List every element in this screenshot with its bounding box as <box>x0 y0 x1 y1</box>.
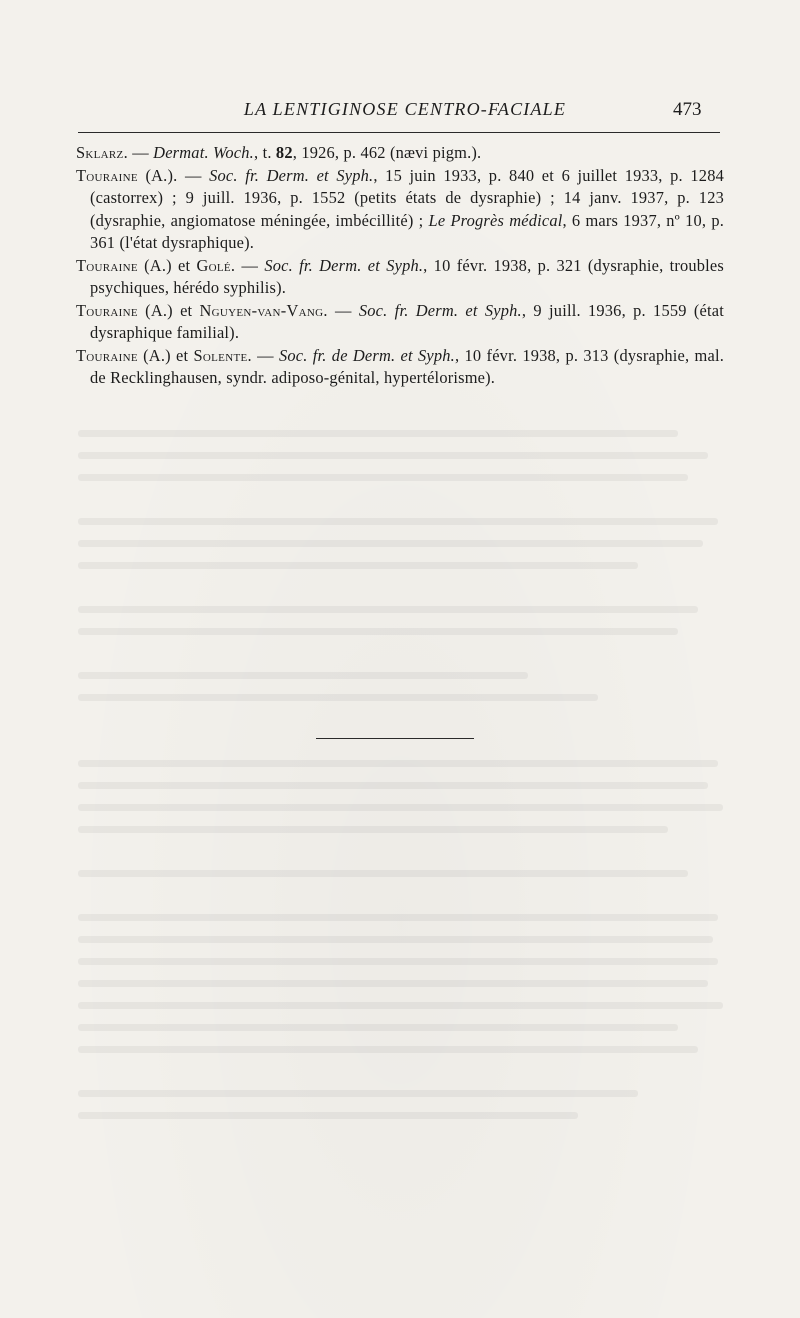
journal-title: Soc. fr. Derm. et Syph. <box>209 165 374 185</box>
reference-entry <box>76 165 724 255</box>
reference-entry <box>76 142 724 165</box>
journal-title: Le Progrès médical <box>428 210 563 230</box>
section-end-rule <box>316 738 474 739</box>
reference-text: , 15 juin 1933, p. 840 et 6 juillet 1933, p. 1284 (castorrex) ; 9 juill. 1936, p. 1552 (petits états de dysraphie) ; 14 janv. 1937, p. 123 (dysraphie, angiomatose méningée, imbécillité) ; <box>90 165 724 230</box>
reference-text: , 10 févr. 1938, p. 321 (dysraphie, troubles psychiques, hérédo syphilis). <box>90 255 724 297</box>
show-through-text <box>78 390 728 1150</box>
reference-author: Touraine <box>76 300 138 320</box>
reference-list <box>76 142 724 390</box>
volume-number: 82 <box>275 143 293 162</box>
reference-text: , 6 mars 1937, nº 10, p. 361 (l'état dysraphique). <box>90 210 725 252</box>
reference-text: (A.). — <box>137 165 210 185</box>
reference-author: Touraine <box>76 345 138 365</box>
reference-text: , 10 févr. 1938, p. 313 (dysraphie, mal. de Recklinghausen, syndr. adiposo-génital, hypertélorisme). <box>90 345 724 387</box>
coauthor: Nguyen-van-Vang. <box>199 300 328 320</box>
journal-title: Soc. fr. Derm. et Syph. <box>358 300 522 320</box>
reference-author: Touraine <box>76 255 138 275</box>
reference-text: (A.) et <box>137 255 197 275</box>
reference-text: — <box>235 255 265 275</box>
reference-entry <box>76 300 724 345</box>
reference-text: , 1926, p. 462 (nævi pigm.). <box>292 143 482 162</box>
running-title: LA LENTIGINOSE CENTRO-FACIALE <box>243 99 567 119</box>
reference-text: — <box>127 143 154 162</box>
reference-author: Sklarz. <box>76 143 128 162</box>
reference-entry <box>76 345 724 390</box>
reference-text: (A.) et <box>137 300 200 320</box>
reference-text: (A.) et <box>137 345 194 365</box>
reference-author: Touraine <box>76 165 138 185</box>
reference-entry <box>76 255 724 300</box>
header-rule <box>78 132 720 133</box>
reference-text: , 9 juill. 1936, p. 1559 (état dysraphique familial). <box>90 300 725 342</box>
page-number: 473 <box>673 99 702 120</box>
journal-title: Dermat. Woch. <box>153 143 254 162</box>
reference-text: — <box>327 300 359 320</box>
reference-text: , t. <box>253 143 276 162</box>
reference-text: — <box>251 345 279 365</box>
running-head <box>0 97 800 125</box>
coauthor: Golé. <box>196 255 236 275</box>
journal-title: Soc. fr. de Derm. et Syph. <box>278 345 455 365</box>
journal-title: Soc. fr. Derm. et Syph. <box>264 255 424 275</box>
coauthor: Solente. <box>193 345 252 365</box>
